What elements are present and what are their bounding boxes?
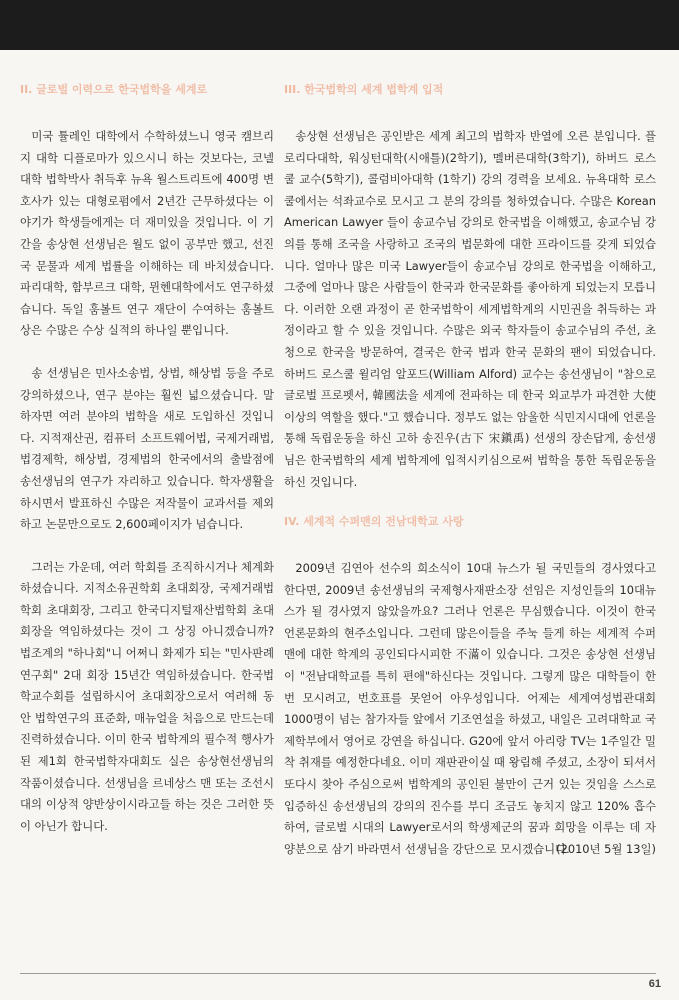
left-paragraph-1: 미국 튤레인 대학에서 수학하셨느니 영국 캠브리지 대학 디플로마가 있으시니 하는 것보다는, 코넬 대학 법학박사 취득후 뉴욕 월스트리트에 400명 변호사가 있는 대형로펌에서 2년간 근무하셨다는 이야기가 학생들에게는 더 재미있을 것입니다. 이 기간을 송상현 선생님은 월도 없이 공부만 했고, 선진국 문물과 세계 법률을 이해하는 데 바치셨습니다. 파리대학, 함부르크 대학, 뮌헨대학에서도 연구하셨습니다. 독일 훔볼트 연구 재단이 수여하는 훔볼트 상은 수많은 수상 실적의 하나일 뿐입니다.	[20, 129, 274, 338]
top-dark-band	[0, 0, 679, 50]
section-heading-2: II. 글로벌 이력으로 한국법학을 세계로	[20, 83, 208, 96]
left-column	[20, 82, 274, 837]
bottom-rule	[20, 973, 656, 974]
section-heading-3: III. 한국법학의 세계 법학계 입적	[284, 83, 444, 96]
page-number: 61	[648, 978, 661, 990]
left-paragraph-2: 송 선생님은 민사소송법, 상법, 해상법 등을 주로 강의하셨으나, 연구 분야는 훨씬 넓으셨습니다. 말하자면 여러 분야의 법학을 새로 도입하신 것입니다. 지적재산권, 컴퓨터 소프트웨어법, 국제거래법, 법경제학, 해상법, 경제법의 한국에서의 출발점에 송선생님의 연구가 자리하고 있습니다. 학자생활을 하시면서 발표하신 수많은 저작물이 교과서를 제외하고 논문만으로도 2,600페이지가 넘습니다.	[20, 365, 274, 532]
date-line: (2010년 5월 13일)	[556, 841, 656, 856]
left-paragraph-3: 그러는 가운데, 여러 학회를 조직하시거나 체계화하셨습니다. 지적소유권학회 초대회장, 국제거래법학회 초대회장, 그리고 한국디지털재산법학회 초대회장을 역임하셨다는 것이 그 상징 아니겠습니까? 법조계의 "하나회"니 어쩌니 화제가 되는 "민사판례연구회" 2대 회장 15년간 역임하셨습니다. 한국법학교수회를 설립하시어 초대회장으로서 여러해 동안 법학연구의 표준화, 매뉴얼을 처음으로 만드는데 진력하셨습니다. 이미 한국 법학계의 필수적 행사가 된 제1회 한국법학자대회도 실은 송상현선생님의 작품이셨습니다. 선생님을 르네상스 맨 또는 조선시대의 이상적 양반상이시라고들 하는 것은 그러한 뜻이 아닌가 합니다.	[20, 559, 274, 833]
right-column	[284, 82, 656, 860]
right-paragraph-2: 2009년 김연아 선수의 희소식이 10대 뉴스가 될 국민들의 경사였다고 한다면, 2009년 송선생님의 국제형사재판소장 선임은 지성인들의 10대뉴스가 될 경사였지 않았을까요? 그러나 언론은 무심했습니다. 이것이 한국 언론문화의 현주소입니다. 그런데 많은이들을 주눅 들게 하는 세계적 수퍼맨에 대한 학계의 공인되다시피한 不滿이 있습니다. 그것은 송상현 선생님이 "전남대학교를 특히 편애"하신다는 것입니다. 그렇게 많은 대학들이 한 번 모시려고, 번호표를 못얻어 아우성입니다. 어제는 세계여성법관대회 1000명이 넘는 참가자들 앞에서 기조연설을 하셨고, 내일은 고려대학교 국제학부에서 영어로 강연을 하십니다. G20에 앞서 아리랑 TV는 1주일간 밀착 취재를 예정한다네요. 이미 재판관이실 때 왕림해 주셨고, 소장이 되셔서 또다시 찾아 주심으로써 법학계의 공인된 불만이 근거 있는 것임을 스스로 입증하신 송선생님의 강의의 진수를 부디 조금도 놓치지 않고 120% 흡수하여, 글로벌 시대의 Lawyer로서의 학생제군의 꿈과 희망을 이루는 데 자양분으로 삼기 바라면서 선생님을 강단으로 모시겠습니다.	[284, 561, 656, 856]
right-paragraph-1: 송상현 선생님은 공인받은 세계 최고의 법학자 반열에 오른 분입니다. 플로리다대학, 워싱턴대학(시애틀)(2학기), 멜버른대학(3학기), 하버드 로스쿨 교수(5학기), 콜럼비아대학 (1학기) 강의 경력을 보세요. 뉴욕대학 로스쿨에서는 석좌교수로 모시고 그 분의 강의를 청하였습니다. 수많은 Korean American Lawyer 들이 송교수님 강의로 한국법을 이해했고, 송교수님 강의를 통해 조국을 사랑하고 조국의 법문화에 대한 프라이드를 갖게 되었습니다. 얼마나 많은 미국 Lawyer들이 송교수님 강의로 한국법을 이해하고, 그중에 얼마나 많은 사람들이 한국과 한국문화를 좋아하게 되었는지 모릅니다. 이러한 오랜 과정이 곧 한국법학이 세계법학계의 시민권을 취득하는 과정이라고 할 수 있을 것입니다. 수많은 외국 학자들이 송교수님의 주선, 초청으로 한국을 방문하여, 결국은 한국 법과 한국 문화의 팬이 되었습니다. 하버드 로스쿨 윌리엄 알포드(William Alford) 교수는 송선생님이 "참으로 글로벌 프로펫서, 韓國法을 세계에 전파하는 데 한국 외교부가 파견한 大使이상의 역할을 했다."고 했습니다. 정부도 없는 암울한 식민지시대에 언론을 통해 독립운동을 하신 고하 송진우(古下 宋鎭禹) 선생의 장손답게, 송선생님은 한국법학의 세계 법학계에 입적시키심으로써 법학을 통한 독립운동을 하신 것입니다.	[284, 129, 656, 489]
section-heading-4: IV. 세계적 수퍼맨의 전남대학교 사랑	[284, 515, 464, 529]
